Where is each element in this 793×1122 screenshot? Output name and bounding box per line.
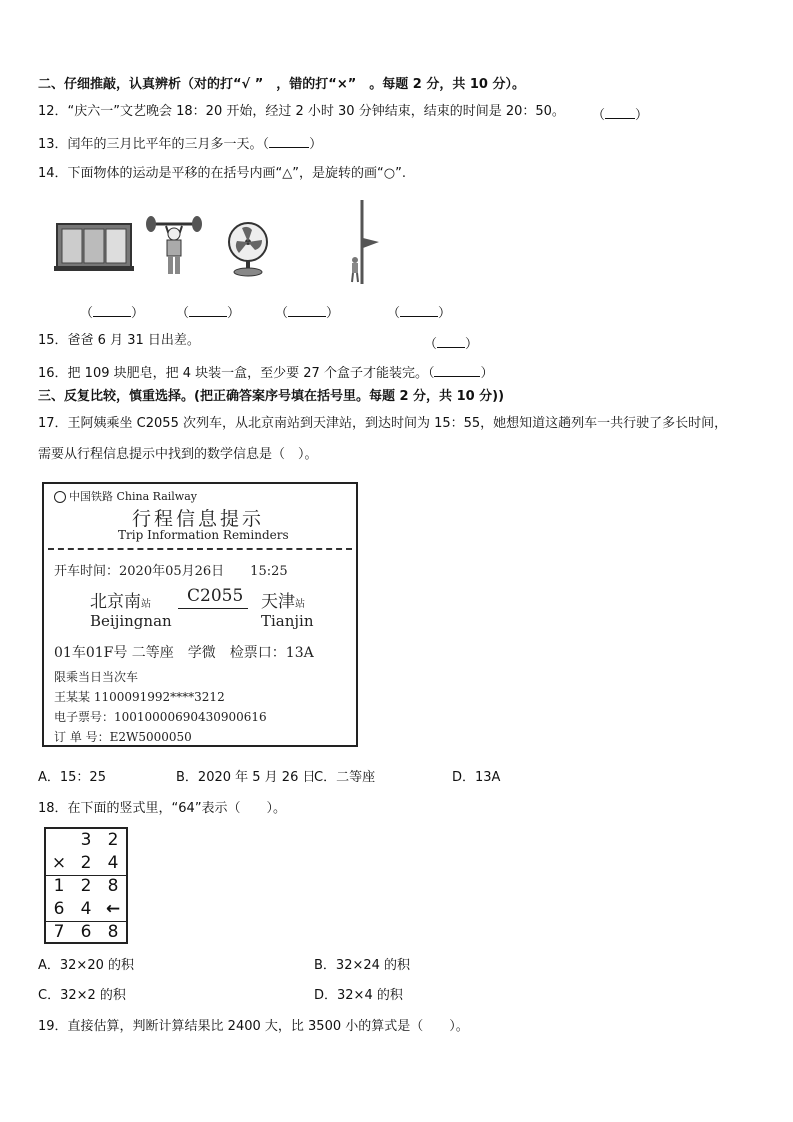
train-number-underline	[178, 608, 248, 609]
q17-option-b[interactable]: B．2020 年 5 月 26 日	[176, 770, 316, 785]
question-12	[38, 104, 565, 120]
departure-time: 开车时间：2020年05月26日 15:25	[54, 564, 288, 579]
answer-blank-12[interactable]: （ ）	[592, 108, 649, 123]
order-number: 订 单 号：E2W5000050	[54, 730, 192, 744]
calc-row	[46, 921, 126, 944]
calc-cell: 7	[53, 922, 65, 942]
question-13	[38, 135, 322, 153]
calc-row	[46, 898, 126, 921]
ticket-limit: 限乘当日当次车	[54, 670, 139, 684]
answer-blank-15[interactable]: （ ）	[424, 337, 479, 352]
answer-blank-14-3[interactable]: （ ）	[275, 306, 340, 321]
calc-cell: 2	[80, 853, 92, 873]
arrow-left-icon: ←	[105, 899, 121, 919]
answer-blank-14-1[interactable]: （ ）	[80, 306, 145, 321]
from-station-name: 北京南	[90, 592, 141, 612]
to-station-suffix: 站	[295, 599, 305, 610]
question-19: 19．直接估算，判断计算结果比 2400 大，比 3500 小的算式是（ ）。	[38, 1019, 469, 1034]
calc-cell: 6	[80, 922, 92, 942]
window-icon	[54, 222, 134, 272]
calc-cell: 6	[53, 899, 65, 919]
to-station	[261, 587, 305, 612]
answer-blank-13[interactable]: （ ）	[262, 137, 323, 152]
answer-blank-14-4[interactable]: （ ）	[387, 306, 452, 321]
answer-blank-16[interactable]: （ ）	[427, 366, 494, 381]
from-station-en: Beijingnan	[90, 612, 172, 630]
question-16	[38, 364, 494, 382]
q18-option-b[interactable]: B．32×24 的积	[314, 958, 411, 973]
question-17-line-2: 需要从行程信息提示中找到的数学信息是（ ）。	[38, 447, 318, 462]
dashed-divider	[48, 548, 352, 550]
calc-cell: 4	[107, 853, 119, 873]
weightlifter-icon	[144, 214, 204, 278]
trip-info-ticket	[42, 482, 358, 747]
section-2-heading: 二、仔细推敲，认真辨析（对的打“√ ” ，错的打“×” 。每题 2 分，共 10 分）。	[38, 77, 526, 92]
q18-option-c[interactable]: C．32×2 的积	[38, 988, 126, 1003]
q17-option-c[interactable]: C．二等座	[314, 770, 376, 785]
answer-blank-14-2[interactable]: （ ）	[176, 306, 241, 321]
calc-cell: 1	[53, 876, 65, 896]
calc-cell: 2	[107, 830, 119, 850]
section-3-heading: 三、反复比较，慎重选择。(把正确答案序号填在括号里。每题 2 分，共 10 分))	[38, 389, 505, 404]
q18-option-a[interactable]: A．32×20 的积	[38, 958, 135, 973]
calc-row	[46, 829, 126, 852]
passenger-info: 王某某 1100091992****3212	[54, 690, 225, 704]
question-13-text: 13．闰年的三月比平年的三月多一天。	[38, 137, 263, 152]
train-number: C2055	[187, 586, 244, 606]
calc-row	[46, 875, 126, 898]
calc-row	[46, 852, 126, 875]
question-15: 15．爸爸 6 月 31 日出差。	[38, 333, 200, 348]
calc-cell: 4	[80, 899, 92, 919]
from-station-suffix: 站	[141, 599, 151, 610]
question-17-line-1: 17．王阿姨乘坐 C2055 次列车，从北京南站到天津站，到达时间为 15：55，她想知道这趟列车一共行驶了多长时间，	[38, 416, 728, 431]
ticket-title: 行程信息提示	[132, 508, 265, 530]
calc-cell: 2	[80, 876, 92, 896]
question-12-text: 12．“庆六一”文艺晚会 18：20 开始，经过 2 小时 30 分钟结束，结束的时间是 20：50。	[38, 104, 565, 119]
china-railway-logo	[54, 488, 197, 504]
seat-info: 01车01F号 二等座 学微 检票口：13A	[54, 645, 314, 661]
calc-cell: 8	[107, 876, 119, 896]
calc-cell: ×	[51, 853, 67, 873]
q17-option-a[interactable]: A．15：25	[38, 770, 106, 785]
q18-option-d[interactable]: D．32×4 的积	[314, 988, 403, 1003]
question-16-text: 16．把 109 块肥皂，把 4 块装一盒，至少要 27 个盒子才能装完。	[38, 366, 428, 381]
q17-option-d[interactable]: D．13A	[452, 770, 501, 785]
logo-text: 中国铁路 China Railway	[69, 490, 197, 503]
to-station-name: 天津	[261, 592, 295, 612]
e-ticket-number: 电子票号：10010000690430900616	[54, 710, 267, 724]
flag-raising-icon	[344, 198, 384, 288]
from-station	[90, 587, 151, 612]
fan-icon	[225, 220, 271, 278]
vertical-multiplication	[44, 827, 128, 944]
ticket-subtitle: Trip Information Reminders	[118, 528, 289, 542]
question-18: 18．在下面的竖式里，“64”表示（ ）。	[38, 801, 287, 816]
calc-cell: 3	[80, 830, 92, 850]
question-14: 14．下面物体的运动是平移的在括号内画“△”，是旋转的画“○”.	[38, 166, 406, 181]
to-station-en: Tianjin	[261, 612, 314, 630]
calc-cell: 8	[107, 922, 119, 942]
railway-logo-icon	[54, 491, 66, 503]
